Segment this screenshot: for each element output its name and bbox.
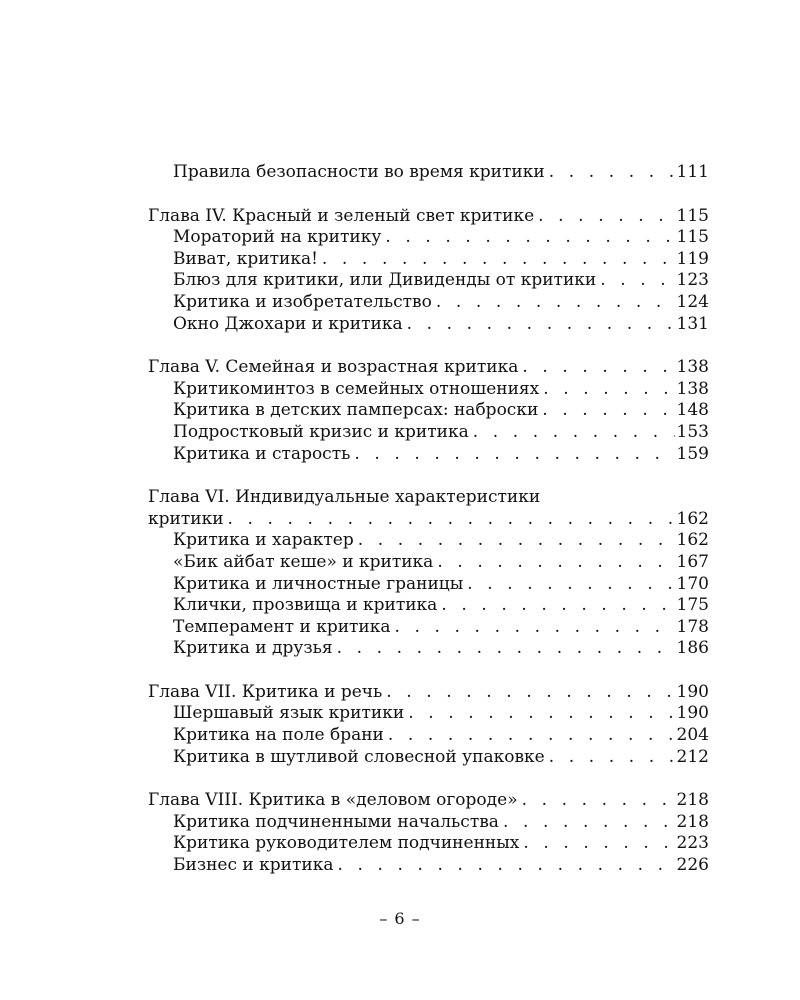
toc-entry-title: Критика в шутливой словесной упаковке [173,746,545,767]
toc-entry-title: Клички, прозвища и критика [173,595,438,616]
toc-chapter-page: 138 [676,357,709,378]
toc-entry-page: 138 [676,378,709,399]
toc-entry-title: Бизнес и критика [173,855,334,876]
toc-entry-page: 115 [676,227,709,248]
table-of-contents [148,162,709,877]
toc-entry-title: Критика на поле брани [173,725,384,746]
toc-entry-page: 119 [676,248,709,269]
toc-entry-title: Правила безопасности во время критики [173,162,545,182]
toc-chapter-title-line2: критики [148,508,224,529]
toc-entry [148,227,709,249]
toc-chapter [148,357,709,379]
toc-entry-page: 186 [676,638,709,659]
toc-entry-page: 124 [676,291,709,312]
dot-leader [542,400,674,422]
toc-entry-page: 223 [676,833,709,854]
toc-chapter-title: Глава VII. Критика и речь [148,681,383,702]
toc-chapter-page: 190 [676,681,709,702]
toc-entry-title: Блюз для критики, или Дивиденды от критики [173,270,597,291]
toc-entry [148,703,709,725]
toc-entry-page: 123 [676,270,709,291]
dot-leader [549,747,675,769]
dot-leader [543,379,674,401]
toc-entry-title: Подростковый кризис и критика [173,421,469,442]
toc-entry [148,530,709,552]
toc-entry [148,270,709,292]
toc-entry [148,725,709,747]
dot-leader [503,812,675,834]
dot-leader [322,249,675,271]
toc-chapter-title: Глава IV. Красный и зеленый свет критике [148,205,535,226]
toc-entry-title: Критика и старость [173,443,351,464]
toc-chapter-title: Глава V. Семейная и возрастная критика [148,357,519,378]
dot-leader [436,292,675,314]
toc-chapter [148,206,709,228]
dot-leader [600,270,674,292]
toc-chapter-title: Глава VIII. Критика в «деловом огороде» [148,790,518,811]
dot-leader [467,574,674,596]
toc-entry-page: 162 [676,530,709,551]
toc-entry-title: Критика и друзья [173,638,333,659]
toc-entry-title: Критика и изобретательство [173,291,432,312]
dot-leader [354,444,674,466]
toc-entry-page: 170 [676,573,709,594]
dot-leader [337,638,675,660]
toc-chapter-title-line1: Глава VI. Индивидуальные характеристики [148,487,541,508]
toc-entry [148,292,709,314]
toc-entry-page: 204 [676,725,709,746]
toc-entry [148,747,709,769]
toc-entry-title: Критика в детских памперсах: наброски [173,400,539,421]
toc-entry-page: 111 [676,162,709,182]
toc-entry-title: Шершавый язык критики [173,703,405,724]
toc-entry [148,812,709,834]
toc-chapter [148,682,709,704]
toc-entry-title: Мораторий на критику [173,227,382,248]
dot-leader [358,530,675,552]
toc-entry [148,638,709,660]
toc-chapter-page: 162 [676,508,709,529]
toc-entry-title: Критика и характер [173,530,354,551]
toc-entry-page: 131 [676,313,709,334]
dot-leader [395,617,675,639]
dot-leader [407,314,675,336]
toc-entry-page: 226 [676,855,709,876]
toc-chapter [148,790,709,812]
toc-entry [148,400,709,422]
dot-leader [337,855,674,877]
dot-leader [441,595,674,617]
toc-entry [148,574,709,596]
toc-entry-page: 148 [676,400,709,421]
page-number: – 6 – [379,909,421,928]
toc-entry-page: 159 [676,443,709,464]
toc-entry [148,422,709,444]
toc-entry-title: Критика подчиненными начальства [173,811,499,832]
toc-entry-page: 175 [676,595,709,616]
dot-leader [522,357,674,379]
toc-entry [148,444,709,466]
toc-entry-title: Виват, критика! [173,248,318,269]
dot-leader [228,509,675,531]
toc-entry-page: 167 [676,551,709,572]
toc-entry-title: Критика и личностные границы [173,573,464,594]
toc-entry [148,552,709,574]
toc-entry-title: Темперамент и критика [173,616,391,637]
dot-leader [437,552,674,574]
toc-entry-page: 178 [676,616,709,637]
dot-leader [473,422,675,444]
toc-chapter-page: 115 [676,205,709,226]
dot-leader [385,227,674,249]
toc-entry [148,617,709,639]
toc-chapter [148,509,709,531]
toc-entry [148,595,709,617]
toc-entry [148,855,709,877]
dot-leader [523,833,674,855]
toc-entry-page: 218 [676,811,709,832]
toc-entry-page: 212 [676,746,709,767]
toc-entry-title: Критикоминтоз в семейных отношениях [173,378,540,399]
toc-entry [148,379,709,401]
toc-entry-page: 190 [676,703,709,724]
toc-chapter-page: 218 [676,790,709,811]
toc-entry [148,162,709,184]
toc-entry [148,249,709,271]
dot-leader [408,703,674,725]
toc-entry-title: Окно Джохари и критика [173,313,403,334]
dot-leader [386,682,674,704]
toc-entry [148,833,709,855]
toc-entry [148,314,709,336]
dot-leader [549,162,675,184]
toc-entry-title: «Бик айбат кеше» и критика [173,551,434,572]
toc-entry-title: Критика руководителем подчиненных [173,833,520,854]
dot-leader [388,725,675,747]
dot-leader [522,790,675,812]
toc-entry-page: 153 [676,421,709,442]
dot-leader [538,206,674,228]
